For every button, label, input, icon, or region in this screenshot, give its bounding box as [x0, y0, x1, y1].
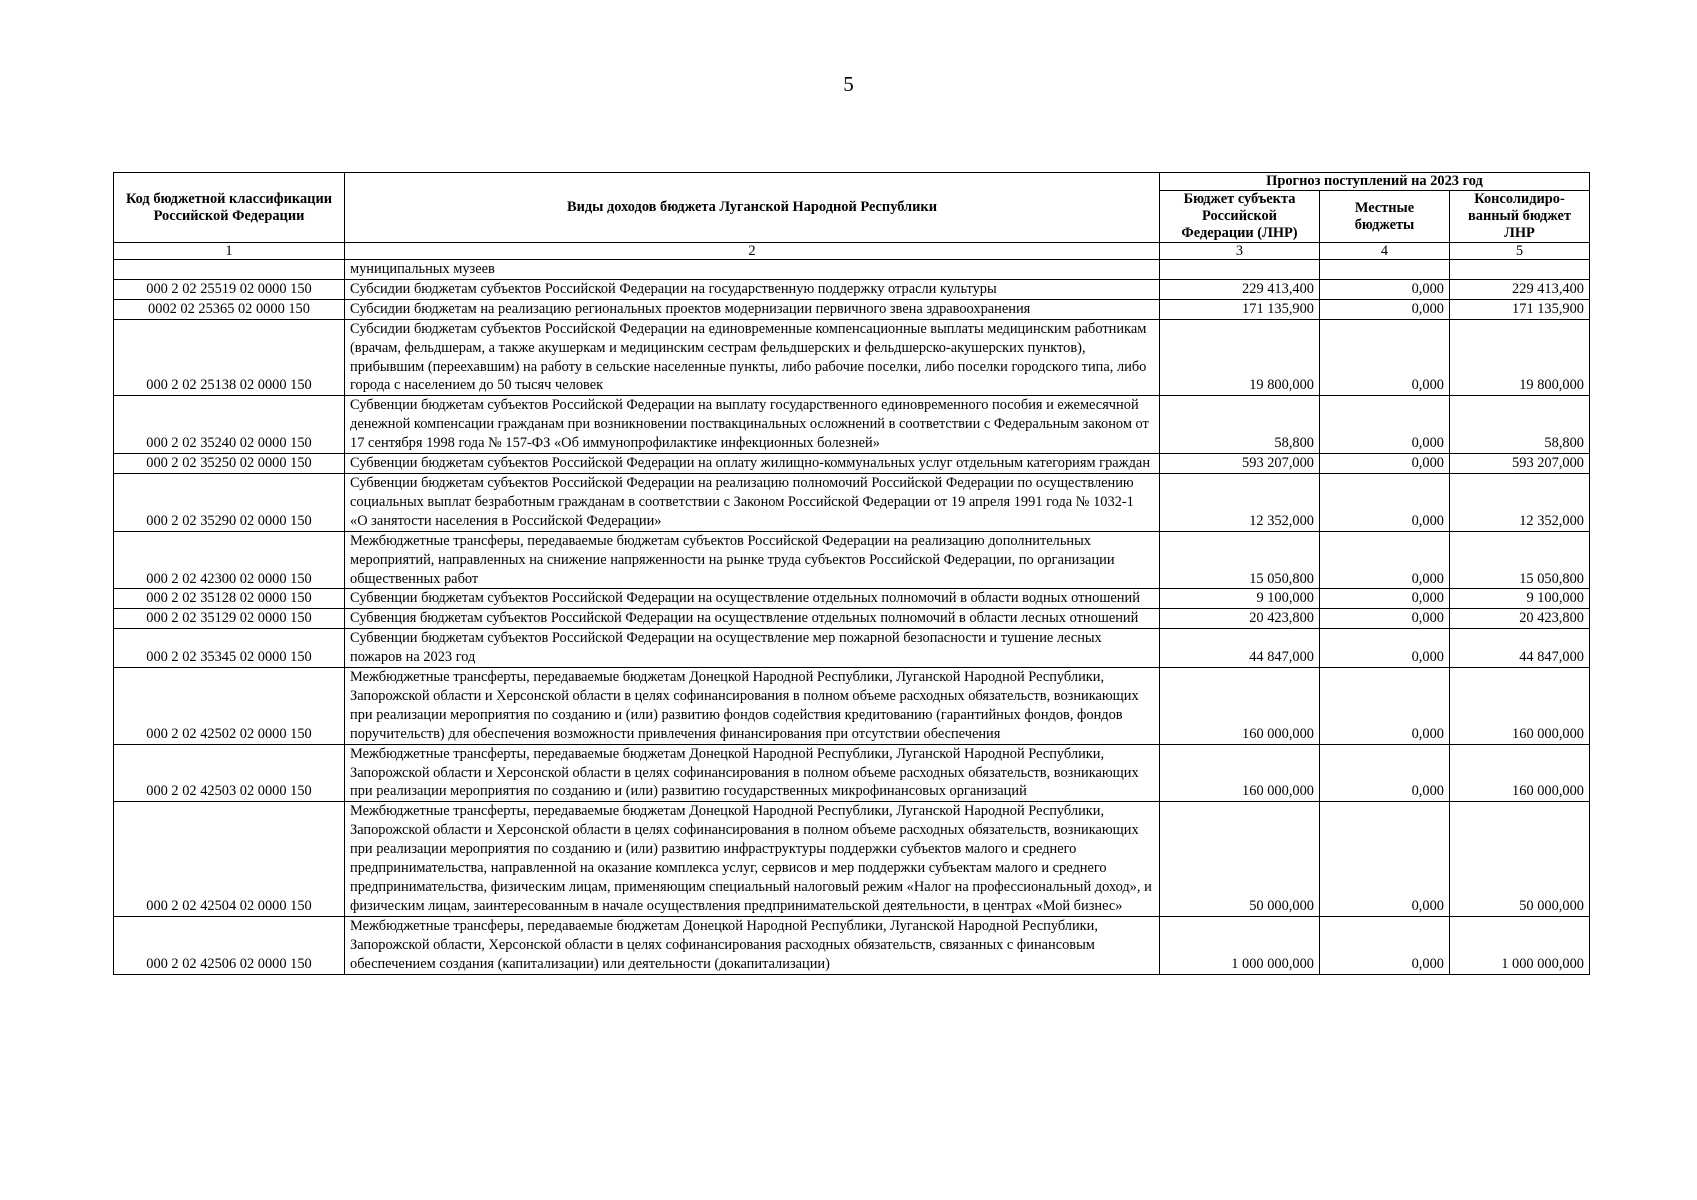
- budget-code-cell: [114, 260, 345, 280]
- table-row: [114, 531, 1590, 589]
- consolidated-budget-value: 171 135,900: [1450, 299, 1590, 319]
- subject-budget-value: 19 800,000: [1160, 319, 1320, 396]
- consolidated-budget-value: 160 000,000: [1450, 668, 1590, 745]
- subject-budget-value: 593 207,000: [1160, 454, 1320, 474]
- local-budgets-value: 0,000: [1320, 299, 1450, 319]
- budget-code-cell: 0002 02 25365 02 0000 150: [114, 299, 345, 319]
- local-budgets-value: [1320, 260, 1450, 280]
- subject-budget-value: 171 135,900: [1160, 299, 1320, 319]
- table-row: [114, 279, 1590, 299]
- revenue-description-cell: Субвенция бюджетам субъектов Российской Федерации на осуществление отдельных полномочий в области лесных отношений: [345, 609, 1160, 629]
- revenue-forecast-table: [113, 172, 1590, 975]
- subject-budget-value: 15 050,800: [1160, 531, 1320, 589]
- table-row: [114, 473, 1590, 531]
- local-budgets-value: 0,000: [1320, 319, 1450, 396]
- consolidated-budget-value: 9 100,000: [1450, 589, 1590, 609]
- revenue-description-cell: муниципальных музеев: [345, 260, 1160, 280]
- subject-budget-value: 20 423,800: [1160, 609, 1320, 629]
- budget-code-cell: 000 2 02 42506 02 0000 150: [114, 916, 345, 974]
- column-number: 1: [114, 243, 345, 260]
- revenue-description-cell: Субсидии бюджетам субъектов Российской Федерации на государственную поддержку отрасли культуры: [345, 279, 1160, 299]
- revenue-description-cell: Межбюджетные трансферты, передаваемые бюджетам Донецкой Народной Республики, Луганской Народной Республики, Запорожской области и Херсонской области в целях софинансирования в полном объеме расходных обязательств, возникающих при реализации мероприятия по созданию и (или) развитию инфраструктуры поддержки субъектов малого и среднего предпринимательства, направленной на оказание комплекса услуг, сервисов и мер поддержки субъектам малого и среднего предпринимательства, физическим лицам, применяющим специальный налоговый режим «Налог на профессиональный доход», и физическим лицам, заинтересованным в начале осуществления предпринимательской деятельности, в центрах «Мой бизнес»: [345, 802, 1160, 916]
- local-budgets-value: 0,000: [1320, 609, 1450, 629]
- local-budgets-value: 0,000: [1320, 629, 1450, 668]
- column-number: 5: [1450, 243, 1590, 260]
- table-row: [114, 299, 1590, 319]
- table-row: [114, 589, 1590, 609]
- budget-code-cell: 000 2 02 35128 02 0000 150: [114, 589, 345, 609]
- local-budgets-value: 0,000: [1320, 802, 1450, 916]
- consolidated-budget-value: 1 000 000,000: [1450, 916, 1590, 974]
- consolidated-budget-value: 12 352,000: [1450, 473, 1590, 531]
- table-row: [114, 744, 1590, 802]
- revenue-description-cell: Субвенции бюджетам субъектов Российской Федерации на реализацию полномочий Российской Федерации по осуществлению социальных выплат безработным гражданам в соответствии с Законом Российской Федерации от 19 апреля 1991 года № 1032-1 «О занятости населения в Российской Федерации»: [345, 473, 1160, 531]
- column-number: 3: [1160, 243, 1320, 260]
- consolidated-budget-value: 50 000,000: [1450, 802, 1590, 916]
- table-row: [114, 609, 1590, 629]
- revenue-description-cell: Межбюджетные трансферы, передаваемые бюджетам Донецкой Народной Республики, Луганской Народной Республики, Запорожской области, Херсонской области в целях софинансирования расходных обязательств, связанных с финансовым обеспечением создания (капитализации) или деятельности (докапитализации): [345, 916, 1160, 974]
- header-forecast: Прогноз поступлений на 2023 год: [1160, 173, 1590, 191]
- budget-code-cell: 000 2 02 42503 02 0000 150: [114, 744, 345, 802]
- consolidated-budget-value: 20 423,800: [1450, 609, 1590, 629]
- consolidated-budget-value: 44 847,000: [1450, 629, 1590, 668]
- budget-code-cell: 000 2 02 25519 02 0000 150: [114, 279, 345, 299]
- budget-code-cell: 000 2 02 35240 02 0000 150: [114, 396, 345, 454]
- header-local-budgets: Местные бюджеты: [1320, 191, 1450, 243]
- revenue-description-cell: Субсидии бюджетам на реализацию региональных проектов модернизации первичного звена здравоохранения: [345, 299, 1160, 319]
- subject-budget-value: 229 413,400: [1160, 279, 1320, 299]
- header-revenue-types: Виды доходов бюджета Луганской Народной Республики: [345, 173, 1160, 243]
- budget-code-cell: 000 2 02 42502 02 0000 150: [114, 668, 345, 745]
- column-number: 4: [1320, 243, 1450, 260]
- table-row: [114, 319, 1590, 396]
- consolidated-budget-value: [1450, 260, 1590, 280]
- table-row: [114, 454, 1590, 474]
- local-budgets-value: 0,000: [1320, 531, 1450, 589]
- subject-budget-value: 160 000,000: [1160, 668, 1320, 745]
- revenue-description-cell: Субвенции бюджетам субъектов Российской Федерации на осуществление мер пожарной безопасности и тушение лесных пожаров на 2023 год: [345, 629, 1160, 668]
- subject-budget-value: 160 000,000: [1160, 744, 1320, 802]
- budget-code-cell: 000 2 02 35345 02 0000 150: [114, 629, 345, 668]
- local-budgets-value: 0,000: [1320, 396, 1450, 454]
- consolidated-budget-value: 58,800: [1450, 396, 1590, 454]
- budget-code-cell: 000 2 02 35250 02 0000 150: [114, 454, 345, 474]
- table-row: [114, 629, 1590, 668]
- subject-budget-value: [1160, 260, 1320, 280]
- local-budgets-value: 0,000: [1320, 916, 1450, 974]
- revenue-description-cell: Субвенции бюджетам субъектов Российской Федерации на выплату государственного единовременного пособия и ежемесячной денежной компенсации гражданам при возникновении поствакцинальных осложнений в соответствии с Федеральным законом от 17 сентября 1998 года № 157-ФЗ «Об иммунопрофилактике инфекционных болезней»: [345, 396, 1160, 454]
- consolidated-budget-value: 593 207,000: [1450, 454, 1590, 474]
- budget-code-cell: 000 2 02 25138 02 0000 150: [114, 319, 345, 396]
- revenue-description-cell: Межбюджетные трансферы, передаваемые бюджетам субъектов Российской Федерации на реализацию дополнительных мероприятий, направленных на снижение напряженности на рынке труда субъектов Российской Федерации, по организации общественных работ: [345, 531, 1160, 589]
- consolidated-budget-value: 15 050,800: [1450, 531, 1590, 589]
- budget-code-cell: 000 2 02 35290 02 0000 150: [114, 473, 345, 531]
- header-consolidated-budget: Консолидиро-ванный бюджет ЛНР: [1450, 191, 1590, 243]
- revenue-description-cell: Межбюджетные трансферты, передаваемые бюджетам Донецкой Народной Республики, Луганской Народной Республики, Запорожской области и Херсонской области в целях софинансирования в полном объеме расходных обязательств, возникающих при реализации мероприятия по созданию и (или) развитию государственных микрофинансовых организаций: [345, 744, 1160, 802]
- table-row: [114, 260, 1590, 280]
- local-budgets-value: 0,000: [1320, 473, 1450, 531]
- revenue-description-cell: Межбюджетные трансферты, передаваемые бюджетам Донецкой Народной Республики, Луганской Народной Республики, Запорожской области и Херсонской области в целях софинансирования в полном объеме расходных обязательств, возникающих при реализации мероприятия по созданию и (или) развитию фондов содействия кредитованию (гарантийных фондов, фондов поручительств) для обеспечения возможности привлечения финансирования при отсутствии обеспечения: [345, 668, 1160, 745]
- column-number: 2: [345, 243, 1160, 260]
- table-row: [114, 668, 1590, 745]
- consolidated-budget-value: 229 413,400: [1450, 279, 1590, 299]
- budget-code-cell: 000 2 02 42504 02 0000 150: [114, 802, 345, 916]
- subject-budget-value: 58,800: [1160, 396, 1320, 454]
- table-row: [114, 916, 1590, 974]
- local-budgets-value: 0,000: [1320, 454, 1450, 474]
- local-budgets-value: 0,000: [1320, 744, 1450, 802]
- local-budgets-value: 0,000: [1320, 668, 1450, 745]
- subject-budget-value: 50 000,000: [1160, 802, 1320, 916]
- subject-budget-value: 9 100,000: [1160, 589, 1320, 609]
- header-subject-budget: Бюджет субъекта Российской Федерации (ЛНР): [1160, 191, 1320, 243]
- revenue-description-cell: Субвенции бюджетам субъектов Российской Федерации на осуществление отдельных полномочий в области водных отношений: [345, 589, 1160, 609]
- column-number-row: [114, 243, 1590, 260]
- consolidated-budget-value: 19 800,000: [1450, 319, 1590, 396]
- subject-budget-value: 44 847,000: [1160, 629, 1320, 668]
- local-budgets-value: 0,000: [1320, 279, 1450, 299]
- header-budget-code: Код бюджетной классификации Российской Федерации: [114, 173, 345, 243]
- budget-code-cell: 000 2 02 35129 02 0000 150: [114, 609, 345, 629]
- consolidated-budget-value: 160 000,000: [1450, 744, 1590, 802]
- page-number: 5: [843, 72, 854, 96]
- subject-budget-value: 1 000 000,000: [1160, 916, 1320, 974]
- local-budgets-value: 0,000: [1320, 589, 1450, 609]
- table-row: [114, 396, 1590, 454]
- revenue-description-cell: Субсидии бюджетам субъектов Российской Федерации на единовременные компенсационные выплаты медицинским работникам (врачам, фельдшерам, а также акушеркам и медицинским сестрам фельдшерских и фельдшерско-акушерских пунктов), прибывшим (переехавшим) на работу в сельские населенные пункты, либо рабочие поселки, либо поселки городского типа, либо города с населением до 50 тысяч человек: [345, 319, 1160, 396]
- revenue-description-cell: Субвенции бюджетам субъектов Российской Федерации на оплату жилищно-коммунальных услуг отдельным категориям граждан: [345, 454, 1160, 474]
- subject-budget-value: 12 352,000: [1160, 473, 1320, 531]
- budget-code-cell: 000 2 02 42300 02 0000 150: [114, 531, 345, 589]
- table-row: [114, 802, 1590, 916]
